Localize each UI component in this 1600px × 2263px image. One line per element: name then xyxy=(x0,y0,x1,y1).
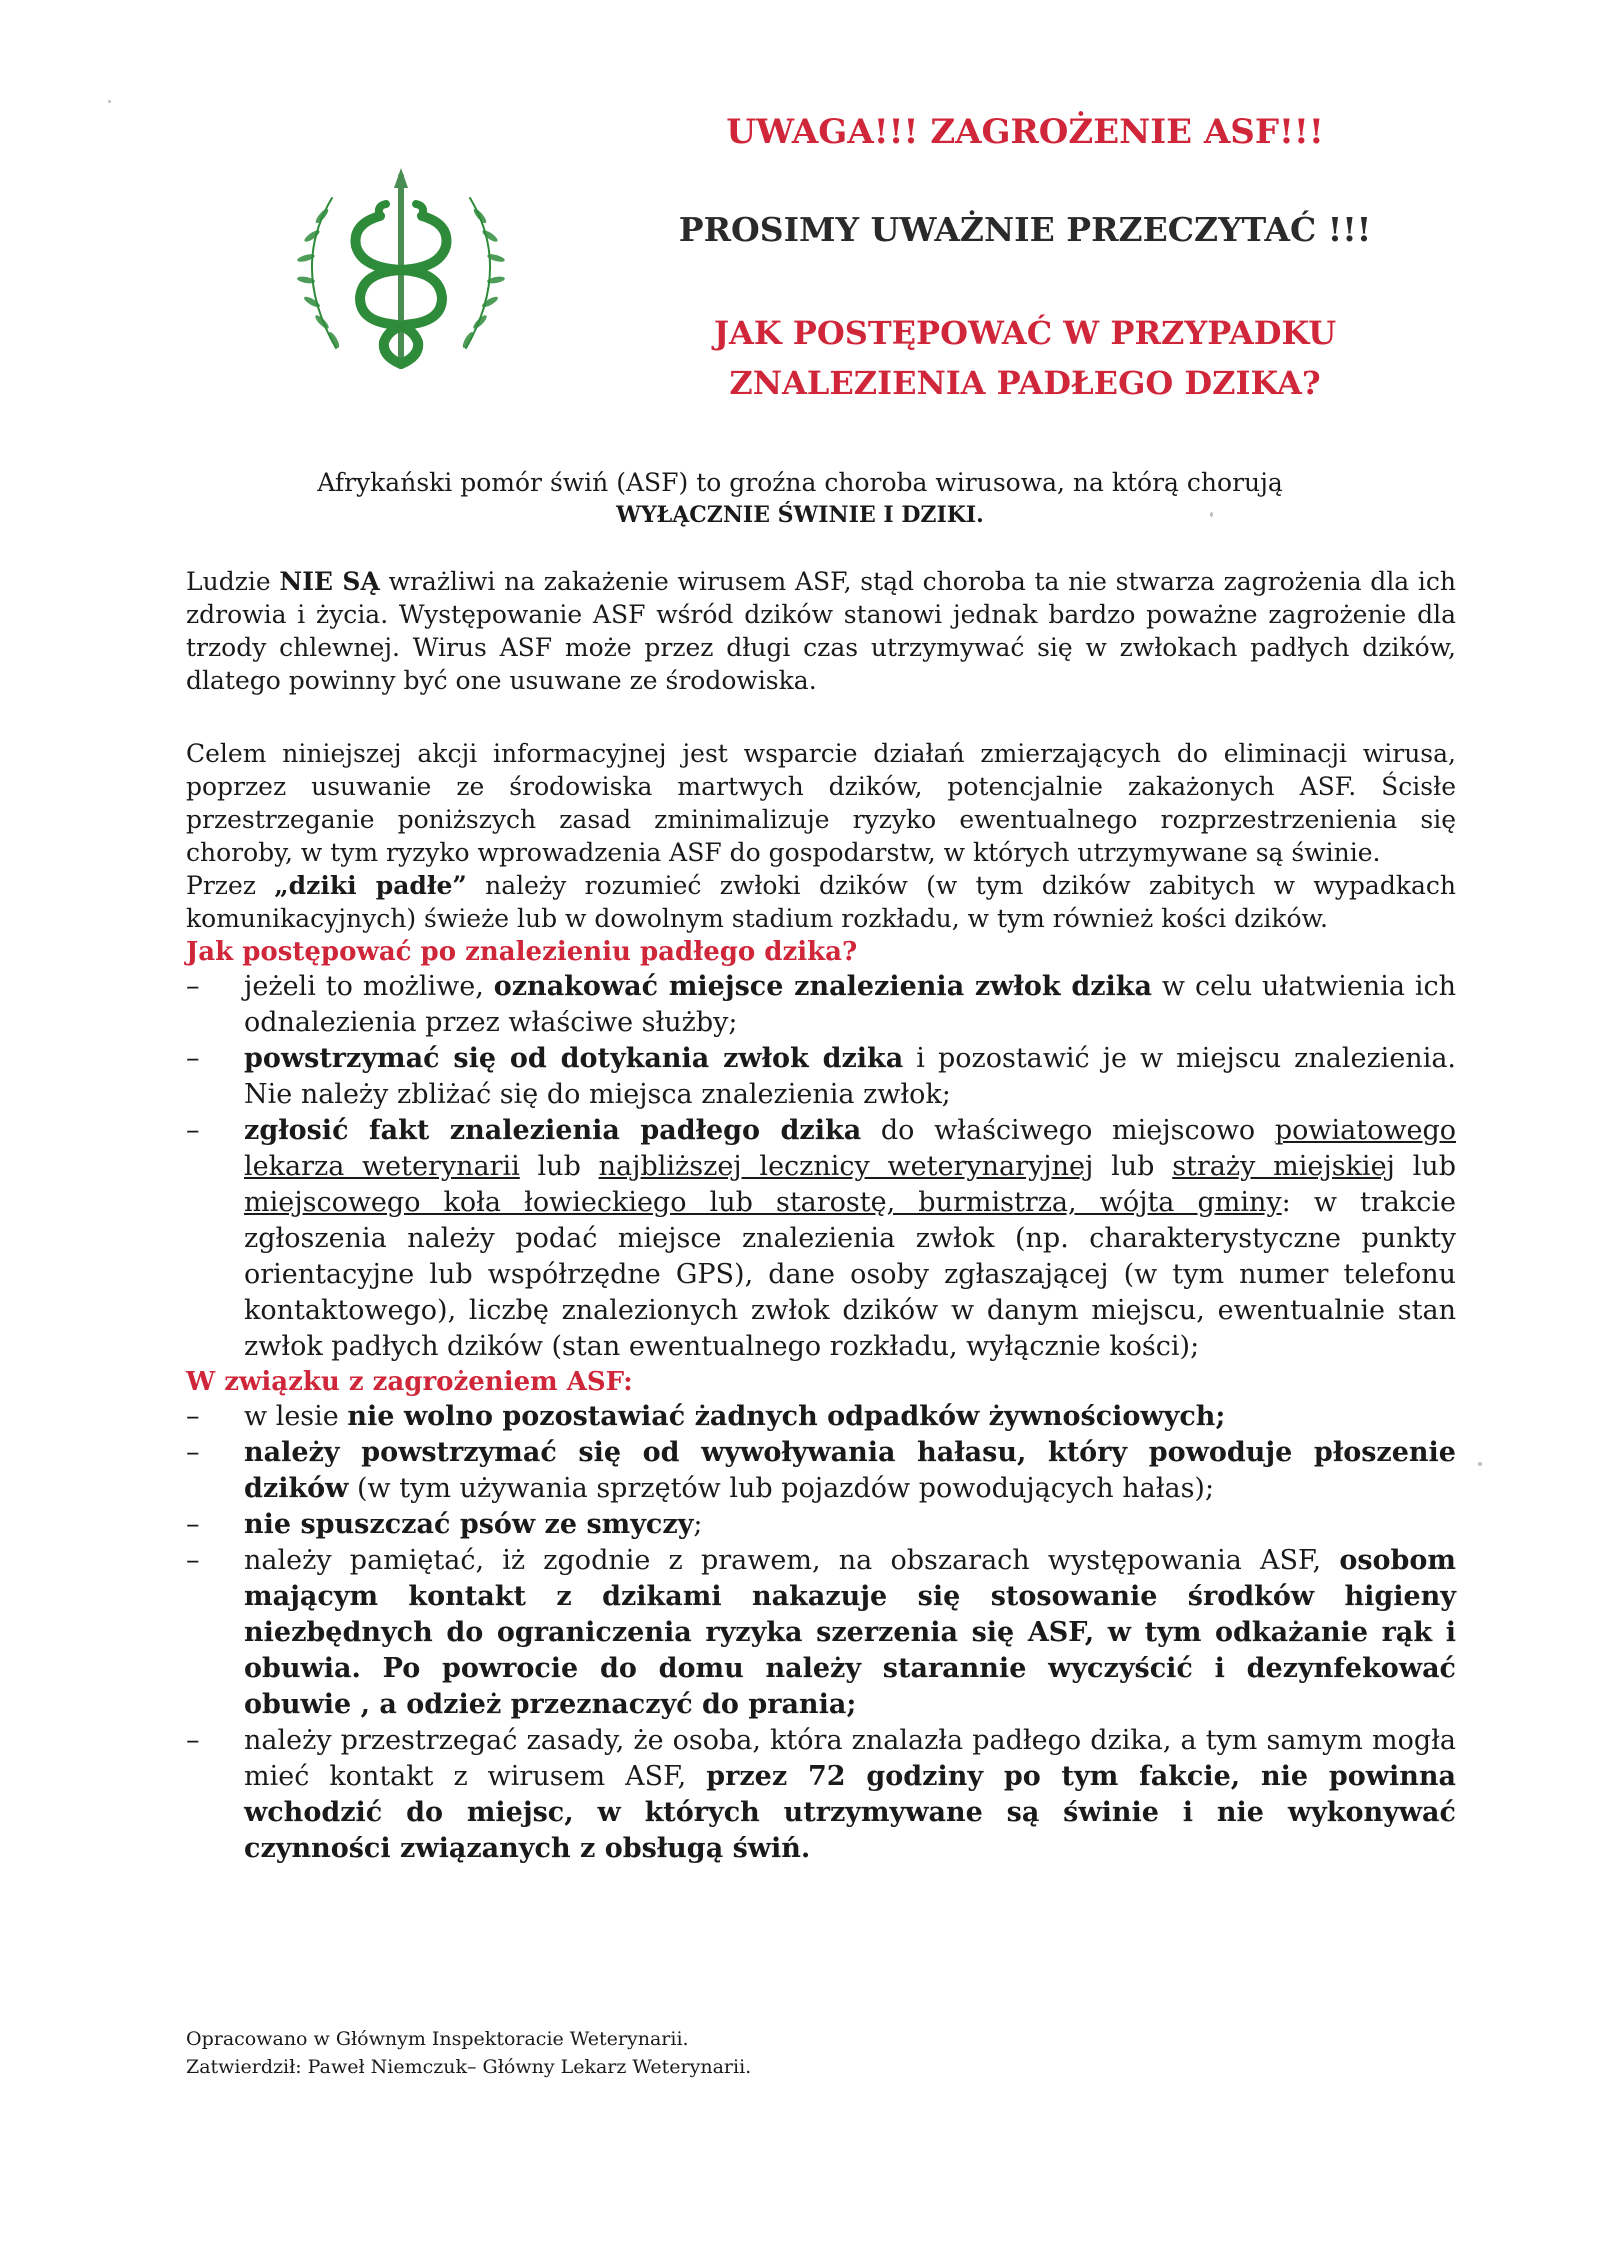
text-run: w celu ułatwienia ich odnalezienia przez właściwe służby; xyxy=(244,971,1457,1038)
footer-prepared-by: Opracowano w Głównym Inspektoracie Weterynarii. xyxy=(186,2028,689,2050)
asf-rules-list xyxy=(186,1399,1456,1867)
list-item xyxy=(186,1723,1456,1867)
text-run: lub xyxy=(519,1151,599,1182)
intro-paragraph xyxy=(250,466,1350,532)
emphasis-text: oznakować miejsce znalezienia zwłok dzika xyxy=(493,971,1153,1002)
list-item xyxy=(186,1041,1456,1113)
emphasis-text: „dziki padłe” xyxy=(274,871,467,900)
scan-speck xyxy=(108,100,111,103)
document-footer xyxy=(186,2025,751,2081)
text-run: do właściwego miejscowo xyxy=(861,1115,1275,1146)
how-to-heading-line1: JAK POSTĘPOWAĆ W PRZYPADKU xyxy=(713,314,1337,352)
text-run: Przez xyxy=(186,871,275,900)
text-run: należy pamiętać, iż zgodnie z prawem, na obszarach występowania ASF, xyxy=(244,1545,1340,1576)
text-run: : w trakcie zgłoszenia należy podać miejsce znalezienia zwłok (np. charakterystyczne punkty orientacyjne lub współrzędne GPS), dane osoby zgłaszającej (w tym numer telefonu kontaktowego), liczbę znalezionych zwłok dzików w danym miejscu, ewentualnie stan zwłok padłych dzików (stan ewentualnego rozkładu, wyłącznie kości); xyxy=(244,1187,1456,1362)
section-title-asf-threat: W związku z zagrożeniem ASF: xyxy=(186,1367,633,1397)
how-to-heading xyxy=(600,308,1450,408)
text-run: ; xyxy=(693,1509,703,1540)
caduceus-laurel-icon xyxy=(272,158,530,380)
underlined-text: najbliższej lecznicy weterynaryjnej xyxy=(598,1151,1094,1182)
text-run: należy przestrzegać zasady, że osoba, która znalazła padłego dzika, a tym samym mogła mieć kontakt z wirusem ASF, xyxy=(244,1725,1456,1792)
intro-line2: WYŁĄCZNIE ŚWINIE I DZIKI. xyxy=(616,502,984,528)
underlined-text: miejscowego koła łowieckiego lub starostę, burmistrza, wójta gminy xyxy=(244,1187,1282,1218)
list-item xyxy=(186,1399,1456,1435)
text-run: (w tym używania sprzętów lub pojazdów powodujących hałas); xyxy=(348,1473,1215,1504)
text-run: wrażliwi na zakażenie wirusem ASF, stąd choroba ta nie stwarza zagrożenia dla ich zdrowia i życia. Występowanie ASF wśród dzików stanowi jednak bardzo poważne zagrożenie dla trzody chlewnej. Wirus ASF może przez długi czas utrzymywać się w zwłokach padłych dzików, dlatego powinny być one usuwane ze środowiska. xyxy=(186,567,1457,695)
footer-approved-by: Zatwierdził: Paweł Niemczuk– Główny Lekarz Weterynarii. xyxy=(186,2056,752,2078)
list-item xyxy=(186,1543,1456,1723)
text-run: lub xyxy=(1093,1151,1173,1182)
text-run: należy rozumieć zwłoki dzików (w tym dzików zabitych w wypadkach komunikacyjnych) świeże lub w dowolnym stadium rozkładu, w tym również kości dzików. xyxy=(186,871,1456,933)
emphasis-text: powstrzymać się od dotykania zwłok dzika xyxy=(244,1043,904,1074)
intro-line1: Afrykański pomór świń (ASF) to groźna choroba wirusowa, na którą chorują xyxy=(317,468,1283,497)
emphasis-text: osobom mającym kontakt z dzikami nakazuje się stosowanie środków higieny niezbędnych do ograniczenia ryzyka szerzenia się ASF, w tym odkażanie rąk i obuwia. Po powrocie do domu należy starannie wyczyścić i dezynfekować obuwie , a odzież przeznaczyć do prania; xyxy=(244,1545,1456,1720)
emphasis-text: należy powstrzymać się od wywoływania hałasu, który powoduje płoszenie dzików xyxy=(244,1437,1456,1504)
emphasis-text: zgłosić fakt znalezienia padłego dzika xyxy=(244,1115,862,1146)
emphasis-text: NIE SĄ xyxy=(279,567,380,596)
please-read-heading: PROSIMY UWAŻNIE PRZECZYTAĆ !!! xyxy=(678,210,1372,249)
text-run: jeżeli to możliwe, xyxy=(244,971,494,1002)
scan-speck xyxy=(1478,1462,1482,1466)
list-item xyxy=(186,1435,1456,1507)
emphasis-text: nie spuszczać psów ze smyczy xyxy=(244,1509,694,1540)
underlined-text: powiatowego lekarza weterynarii xyxy=(244,1115,1456,1182)
text-run: i pozostawić je w miejscu znalezienia. Nie należy zbliżać się do miejsca znalezienia zwłok; xyxy=(244,1043,1457,1110)
how-to-heading-line2: ZNALEZIENIA PADŁEGO DZIKA? xyxy=(729,364,1321,402)
list-item xyxy=(186,969,1456,1041)
procedure-list xyxy=(186,969,1456,1365)
section-title-procedure: Jak postępować po znalezieniu padłego dzika? xyxy=(186,937,858,967)
list-item xyxy=(186,1507,1456,1543)
underlined-text: straży miejskiej xyxy=(1172,1151,1395,1182)
paragraph-definition xyxy=(186,869,1456,935)
paragraph-purpose: Celem niniejszej akcji informacyjnej jest wsparcie działań zmierzających do eliminacji wirusa, poprzez usuwanie ze środowiska martwych dzików, potencjalnie zakażonych ASF. Ścisłe przestrzeganie poniższych zasad zminimalizuje ryzyko ewentualnego rozprzestrzenienia się choroby, w tym ryzyko wprowadzenia ASF do gospodarstw, w których utrzymywane są świnie. xyxy=(186,739,1456,867)
paragraph-people xyxy=(186,565,1456,697)
emphasis-text: przez 72 godziny po tym fakcie, nie powinna wchodzić do miejsc, w których utrzymywane są świnie i nie wykonywać czynności związanych z obsługą świń. xyxy=(244,1761,1456,1864)
document-body xyxy=(186,565,1456,1867)
text-run: Ludzie xyxy=(186,567,280,596)
list-item xyxy=(186,1113,1456,1365)
text-run: w lesie xyxy=(244,1401,348,1432)
warning-heading: UWAGA!!! ZAGROŻENIE ASF!!! xyxy=(726,112,1324,152)
text-run: lub xyxy=(1394,1151,1456,1182)
emphasis-text: nie wolno pozostawiać żadnych odpadków żywnościowych; xyxy=(347,1401,1226,1432)
